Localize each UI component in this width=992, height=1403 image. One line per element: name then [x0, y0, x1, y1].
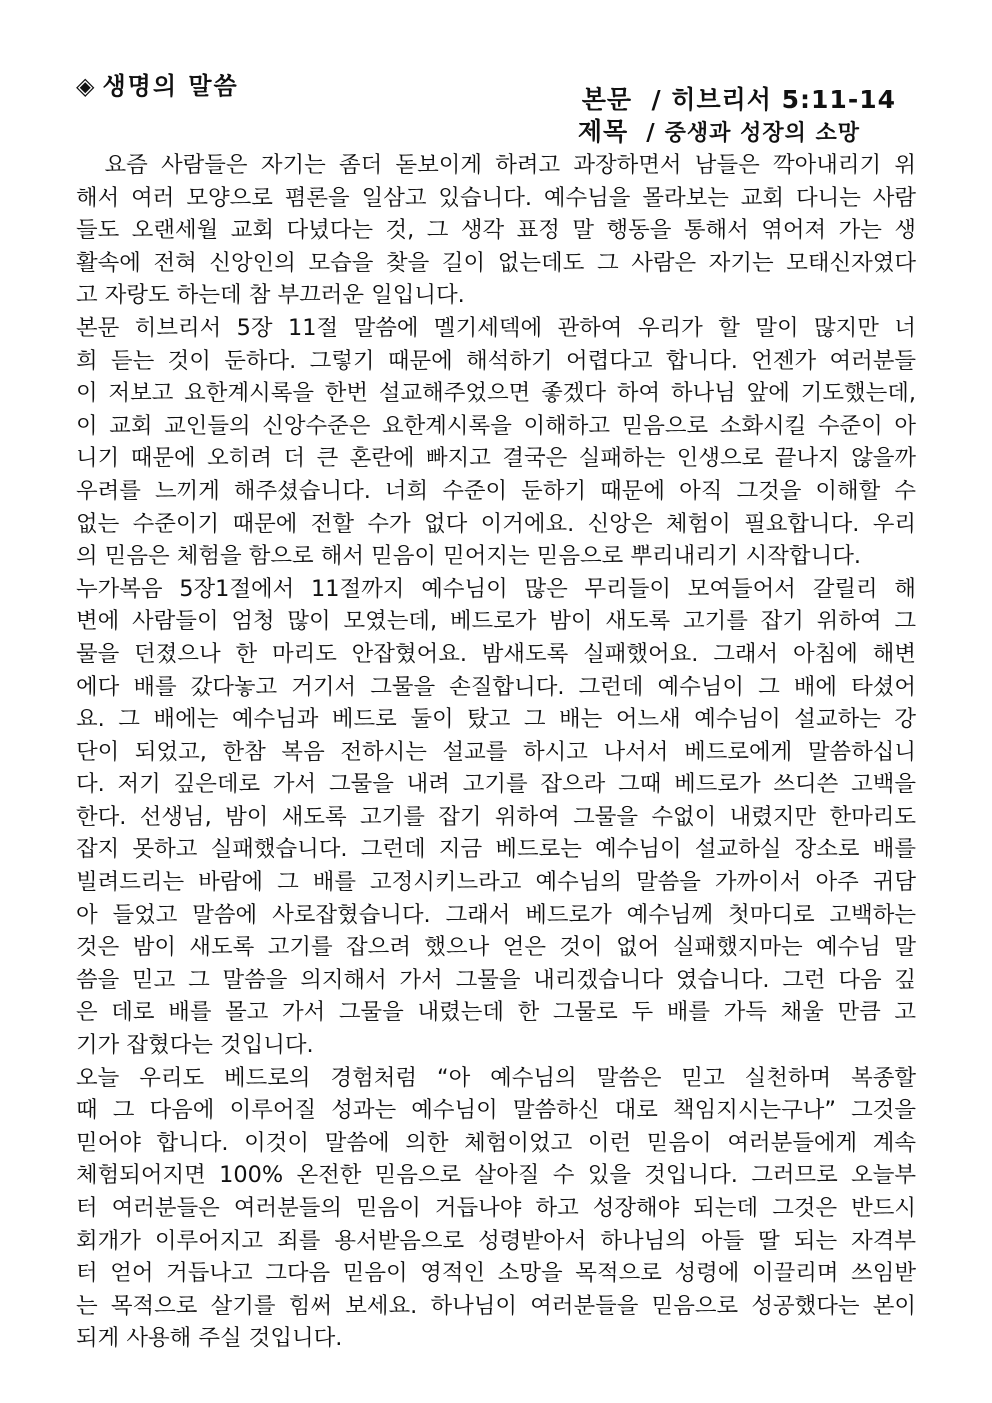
body-text-line: 해서 여러 모양으로 폄론을 일삼고 있습니다. 예수님을 몰라보는 교회 다니는 사람: [76, 184, 916, 211]
body-text-line: 단이 되었고, 한참 복음 전하시는 설교를 하시고 나서서 베드로에게 말씀하십니: [76, 738, 916, 765]
title-label: 제목: [577, 117, 629, 146]
body-text-line: 빌려드리는 바람에 그 배를 고정시키느라고 예수님의 말씀을 가까이서 아주 귀담: [76, 869, 916, 896]
body-text-line: 잡지 못하고 실패했습니다. 그런데 지금 베드로는 예수님이 설교하실 장소로 배를: [76, 836, 916, 863]
body-text-line: 물을 던졌으나 한 마리도 안잡혔어요. 밤새도록 실패했어요. 그래서 아침에 해변: [76, 640, 916, 667]
body-text-line: 들도 오랜세월 교회 다녔다는 것, 그 생각 표정 말 행동을 통해서 엮어져 가는 생: [76, 217, 916, 244]
body-text-line: 고 자랑도 하는데 참 부끄러운 일입니다.: [76, 282, 465, 309]
body-text-line: 기가 잡혔다는 것입니다.: [76, 1032, 314, 1059]
body-text-line: 이 교회 교인들의 신앙수준은 요한계시록을 이해하고 믿음으로 소화시킬 수준이 아: [76, 412, 916, 439]
sermon-body: [76, 149, 916, 1355]
body-text-line: 없는 수준이기 때문에 전할 수가 없다 이거에요. 신앙은 체험이 필요합니다. 우리: [76, 510, 916, 537]
passage-separator: /: [651, 85, 662, 114]
body-text-line: 누가복음 5장1절에서 11절까지 예수님이 많은 무리들이 모여들어서 갈릴리 해: [76, 575, 916, 602]
body-text-line: 아 들었고 말씀에 사로잡혔습니다. 그래서 베드로가 예수님께 첫마디로 고백하는: [76, 901, 916, 928]
body-text-line: 는 목적으로 살기를 힘써 보세요. 하나님이 여러분들을 믿음으로 성공했다는 본이: [76, 1292, 916, 1319]
body-text-line: 오늘 우리도 베드로의 경험처럼 “아 예수님의 말씀은 믿고 실천하며 복종할: [76, 1064, 916, 1091]
body-text-line: 되게 사용해 주실 것입니다.: [76, 1325, 343, 1352]
body-text-line: 의 믿음은 체험을 함으로 해서 믿음이 믿어지는 믿음으로 뿌리내리기 시작합니다.: [76, 543, 861, 570]
body-text-line: 터 얻어 거듭나고 그다음 믿음이 영적인 소망을 목적으로 성령에 이끌리며 쓰임받: [76, 1260, 916, 1287]
sermon-title: [578, 112, 860, 148]
body-text-line: 본문 히브리서 5장 11절 말씀에 멜기세덱에 관하여 우리가 할 말이 많지만 너: [76, 314, 916, 341]
diamond-bullet-icon: ◈: [76, 72, 97, 100]
section-title: 생명의 말씀: [102, 72, 239, 100]
body-text-line: 회개가 이루어지고 죄를 용서받음으로 성령받아서 하나님의 아들 딸 되는 자격부: [76, 1227, 916, 1254]
body-text-line: 다. 저기 깊은데로 가서 그물을 내려 고기를 잡으라 그때 베드로가 쓰디쓴 고백을: [76, 771, 916, 798]
body-text-line: 체험되어지면 100% 온전한 믿음으로 살아질 수 있을 것입니다. 그러므로 오늘부: [76, 1162, 916, 1189]
body-text-line: 터 여러분들은 여러분들의 믿음이 거듭나야 하고 성장해야 되는데 그것은 반드시: [76, 1195, 916, 1221]
body-text-line: 은 데로 배를 몰고 가서 그물을 내렸는데 한 그물로 두 배를 가득 채울 만큼 고: [76, 999, 916, 1026]
passage-reference: [582, 80, 896, 116]
body-text-line: 믿어야 합니다. 이것이 말씀에 의한 체험이었고 이런 믿음이 여러분들에게 계속: [76, 1129, 916, 1156]
body-text-line: 우려를 느끼게 해주셨습니다. 너희 수준이 둔하기 때문에 아직 그것을 이해할 수: [76, 477, 916, 504]
body-text-line: 요. 그 배에는 예수님과 베드로 둘이 탔고 그 배는 어느새 예수님이 설교하는 강: [76, 706, 916, 733]
body-text-line: 변에 사람들이 엄청 많이 모였는데, 베드로가 밤이 새도록 고기를 잡기 위하여 그: [76, 608, 916, 635]
body-text-line: 이 저보고 요한계시록을 한번 설교해주었으면 좋겠다 하여 하나님 앞에 기도했는데,: [76, 380, 916, 407]
body-text-line: 희 듣는 것이 둔하다. 그렇기 때문에 해석하기 어렵다고 합니다. 언젠가 여러분들: [76, 347, 916, 374]
body-text-line: 한다. 선생님, 밤이 새도록 고기를 잡기 위하여 그물을 수없이 내렸지만 한마리도: [76, 803, 916, 830]
passage-ref: 히브리서 5:11-14: [671, 85, 896, 114]
body-text-line: 때 그 다음에 이루어질 성과는 예수님이 말씀하신 대로 책임지시는구나” 그것을: [76, 1097, 916, 1124]
section-heading: [76, 66, 239, 101]
body-text-line: 요즘 사람들은 자기는 좀더 돋보이게 하려고 과장하면서 남들은 깍아내리기 위: [76, 152, 916, 178]
body-text-line: 에다 배를 갔다놓고 거기서 그물을 손질합니다. 그런데 예수님이 그 배에 타셨어: [76, 673, 916, 700]
body-text-line: 니기 때문에 오히려 더 큰 혼란에 빠지고 결국은 실패하는 인생으로 끝나지 않을까: [76, 445, 916, 472]
body-text-line: 것은 밤이 새도록 고기를 잡으려 했으나 얻은 것이 없어 실패했지마는 예수님 말: [76, 934, 916, 961]
passage-label: 본문: [581, 85, 633, 114]
body-text-line: 활속에 전혀 신앙인의 모습을 찾을 길이 없는데도 그 사람은 자기는 모태신자였다: [76, 249, 916, 276]
body-text-line: 씀을 믿고 그 말씀을 의지해서 가서 그물을 내리겠습니다 였습니다. 그런 다음 깊: [76, 966, 916, 993]
title-separator: /: [646, 120, 656, 146]
title-text: 중생과 성장의 소망: [664, 121, 860, 146]
